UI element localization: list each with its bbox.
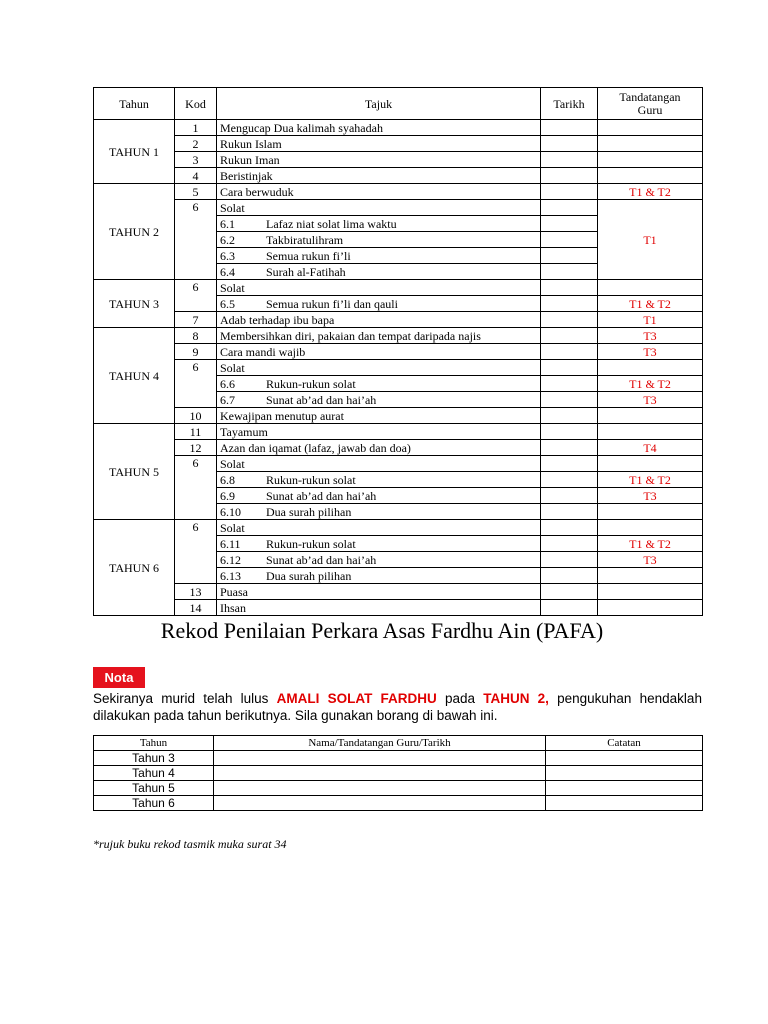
- kod-cell: 6: [175, 200, 217, 280]
- record-row: [94, 796, 703, 811]
- footnote: *rujuk buku rekod tasmik muka surat 34: [93, 837, 287, 851]
- sub-topic-cell: [217, 232, 541, 248]
- sub-topic-cell: [217, 392, 541, 408]
- topic-cell: [217, 200, 541, 216]
- topic-text: Surah al-Fatihah: [266, 264, 346, 279]
- pafa-table: [93, 87, 703, 616]
- topic-text: Rukun-rukun solat: [266, 536, 356, 551]
- table-row: [94, 152, 703, 168]
- sub-topic-cell: [217, 216, 541, 232]
- note-text-1: Sekiranya murid telah lulus: [93, 691, 277, 706]
- tarikh-cell: [541, 296, 598, 312]
- topic-cell: [217, 168, 541, 184]
- table-row: [94, 520, 703, 536]
- topic-text: Semua rukun fi’li: [266, 248, 351, 263]
- tarikh-cell: [541, 568, 598, 584]
- tarikh-cell: [541, 504, 598, 520]
- tarikh-cell: [541, 520, 598, 536]
- kod-cell: 10: [175, 408, 217, 424]
- topic-text: Dua surah pilihan: [266, 504, 352, 519]
- kod-cell: 13: [175, 584, 217, 600]
- tandatangan-cell: T1 & T2: [598, 296, 703, 312]
- col-header-tandatangan: Tandatangan Guru: [598, 88, 703, 120]
- tandatangan-cell: T3: [598, 344, 703, 360]
- topic-text: Lafaz niat solat lima waktu: [266, 216, 397, 231]
- topic-cell: [217, 440, 541, 456]
- tandatangan-cell: [598, 584, 703, 600]
- table-row: [94, 120, 703, 136]
- kod-cell: 4: [175, 168, 217, 184]
- topic-text: Azan dan iqamat (lafaz, jawab dan doa): [220, 440, 411, 455]
- note-text-3: pengukuhan hendaklah dilakukan pada tahun berikutnya. Sila gunakan borang di bawah ini.: [93, 691, 702, 723]
- kod-cell: 6: [175, 360, 217, 408]
- topic-cell: [217, 424, 541, 440]
- table-header-row: [94, 88, 703, 120]
- record-year-cell: Tahun 5: [94, 781, 214, 796]
- sub-code: 6.7: [220, 392, 235, 407]
- tandatangan-cell: T3: [598, 392, 703, 408]
- col-header-tarikh: Tarikh: [541, 88, 598, 120]
- topic-text: Takbiratulihram: [266, 232, 344, 247]
- kod-cell: 6: [175, 280, 217, 312]
- table-row: [94, 200, 703, 216]
- kod-cell: 1: [175, 120, 217, 136]
- topic-text: Solat: [220, 520, 245, 535]
- sub-code: 6.3: [220, 248, 235, 263]
- table-row: [94, 424, 703, 440]
- tarikh-cell: [541, 168, 598, 184]
- record-catatan-cell[interactable]: [546, 796, 703, 811]
- kod-cell: 12: [175, 440, 217, 456]
- topic-cell: [217, 408, 541, 424]
- table-row: [94, 344, 703, 360]
- record-catatan-cell[interactable]: [546, 781, 703, 796]
- tandatangan-cell: T3: [598, 328, 703, 344]
- tarikh-cell: [541, 120, 598, 136]
- topic-cell: [217, 280, 541, 296]
- topic-text: Beristinjak: [220, 168, 273, 183]
- topic-text: Dua surah pilihan: [266, 568, 352, 583]
- sub-code: 6.13: [220, 568, 241, 583]
- col-header-kod: Kod: [175, 88, 217, 120]
- record-header-row: [94, 736, 703, 751]
- tandatangan-cell: T3: [598, 488, 703, 504]
- table-row: [94, 408, 703, 424]
- topic-text: Cara berwuduk: [220, 184, 294, 199]
- topic-text: Puasa: [220, 584, 248, 599]
- tandatangan-cell: [598, 120, 703, 136]
- kod-cell: 3: [175, 152, 217, 168]
- record-catatan-cell[interactable]: [546, 751, 703, 766]
- record-row: [94, 751, 703, 766]
- sub-topic-cell: [217, 264, 541, 280]
- topic-text: Solat: [220, 360, 245, 375]
- sub-code: 6.4: [220, 264, 235, 279]
- year-cell: TAHUN 3: [94, 280, 175, 328]
- kod-cell: 14: [175, 600, 217, 616]
- topic-text: Sunat ab’ad dan hai’ah: [266, 392, 377, 407]
- sub-topic-cell: [217, 568, 541, 584]
- tarikh-cell: [541, 392, 598, 408]
- col-header-tajuk: Tajuk: [217, 88, 541, 120]
- topic-text: Tayamum: [220, 424, 268, 439]
- record-year-cell: Tahun 4: [94, 766, 214, 781]
- year-cell: TAHUN 2: [94, 184, 175, 280]
- note-paragraph: [93, 690, 702, 724]
- kod-cell: 7: [175, 312, 217, 328]
- record-header-tahun: Tahun: [94, 736, 214, 751]
- topic-text: Solat: [220, 280, 245, 295]
- nota-badge: Nota: [93, 667, 145, 688]
- topic-cell: [217, 584, 541, 600]
- record-table: [93, 735, 703, 811]
- sub-topic-cell: [217, 536, 541, 552]
- topic-cell: [217, 184, 541, 200]
- topic-cell: [217, 328, 541, 344]
- tarikh-cell: [541, 280, 598, 296]
- note-text-2: pada: [436, 691, 484, 706]
- table-row: [94, 440, 703, 456]
- kod-cell: 2: [175, 136, 217, 152]
- year-cell: TAHUN 5: [94, 424, 175, 520]
- topic-cell: [217, 312, 541, 328]
- tarikh-cell: [541, 360, 598, 376]
- tandatangan-cell: [598, 520, 703, 536]
- tandatangan-cell: T1 & T2: [598, 536, 703, 552]
- tarikh-cell: [541, 424, 598, 440]
- tarikh-cell: [541, 440, 598, 456]
- topic-cell: [217, 520, 541, 536]
- kod-cell: 6: [175, 520, 217, 584]
- year-cell: TAHUN 6: [94, 520, 175, 616]
- sub-code: 6.8: [220, 472, 235, 487]
- tarikh-cell: [541, 472, 598, 488]
- kod-cell: 8: [175, 328, 217, 344]
- sub-code: 6.12: [220, 552, 241, 567]
- tandatangan-cell: [598, 152, 703, 168]
- tandatangan-cell: [598, 280, 703, 296]
- tarikh-cell: [541, 328, 598, 344]
- sub-topic-cell: [217, 472, 541, 488]
- tarikh-cell: [541, 136, 598, 152]
- note-emphasis-tahun: TAHUN 2,: [483, 691, 549, 706]
- year-cell: TAHUN 4: [94, 328, 175, 424]
- record-nama-cell[interactable]: [214, 766, 546, 781]
- record-header-nama: Nama/Tandatangan Guru/Tarikh: [214, 736, 546, 751]
- record-nama-cell[interactable]: [214, 781, 546, 796]
- tarikh-cell: [541, 232, 598, 248]
- col-header-tahun: Tahun: [94, 88, 175, 120]
- sub-code: 6.6: [220, 376, 235, 391]
- tarikh-cell: [541, 536, 598, 552]
- topic-text: Cara mandi wajib: [220, 344, 306, 359]
- record-header-catatan: Catatan: [546, 736, 703, 751]
- table-row: [94, 280, 703, 296]
- tarikh-cell: [541, 344, 598, 360]
- tandatangan-cell: T1 & T2: [598, 376, 703, 392]
- kod-cell: 5: [175, 184, 217, 200]
- topic-text: Rukun Iman: [220, 152, 280, 167]
- kod-cell: 6: [175, 456, 217, 520]
- table-row: [94, 456, 703, 472]
- record-row: [94, 766, 703, 781]
- tandatangan-cell: T1: [598, 200, 703, 280]
- kod-cell: 9: [175, 344, 217, 360]
- topic-cell: [217, 344, 541, 360]
- sub-code: 6.11: [220, 536, 241, 551]
- tandatangan-cell: [598, 456, 703, 472]
- topic-text: Solat: [220, 456, 245, 471]
- topic-cell: [217, 456, 541, 472]
- tandatangan-cell: [598, 568, 703, 584]
- sub-code: 6.10: [220, 504, 241, 519]
- sub-topic-cell: [217, 552, 541, 568]
- record-nama-cell[interactable]: [214, 796, 546, 811]
- topic-text: Rukun Islam: [220, 136, 282, 151]
- record-nama-cell[interactable]: [214, 751, 546, 766]
- tarikh-cell: [541, 312, 598, 328]
- table-row: [94, 360, 703, 376]
- sub-code: 6.2: [220, 232, 235, 247]
- topic-text: Adab terhadap ibu bapa: [220, 312, 335, 327]
- tarikh-cell: [541, 376, 598, 392]
- table-row: [94, 168, 703, 184]
- record-year-cell: Tahun 3: [94, 751, 214, 766]
- topic-text: Semua rukun fi’li dan qauli: [266, 296, 398, 311]
- tandatangan-cell: T1: [598, 312, 703, 328]
- tarikh-cell: [541, 152, 598, 168]
- topic-cell: [217, 136, 541, 152]
- table-row: [94, 136, 703, 152]
- sub-topic-cell: [217, 504, 541, 520]
- record-row: [94, 781, 703, 796]
- topic-text: Membersihkan diri, pakaian dan tempat daripada najis: [220, 328, 481, 343]
- tarikh-cell: [541, 584, 598, 600]
- table-row: [94, 184, 703, 200]
- tandatangan-cell: T4: [598, 440, 703, 456]
- record-catatan-cell[interactable]: [546, 766, 703, 781]
- tandatangan-cell: T1 & T2: [598, 472, 703, 488]
- page-title: Rekod Penilaian Perkara Asas Fardhu Ain (PAFA): [160, 618, 604, 643]
- sub-topic-cell: [217, 376, 541, 392]
- topic-text: Ihsan: [220, 600, 246, 615]
- tarikh-cell: [541, 488, 598, 504]
- sub-code: 6.5: [220, 296, 235, 311]
- tarikh-cell: [541, 184, 598, 200]
- tandatangan-cell: [598, 360, 703, 376]
- tarikh-cell: [541, 264, 598, 280]
- tarikh-cell: [541, 200, 598, 216]
- topic-text: Solat: [220, 200, 245, 215]
- sub-code: 6.1: [220, 216, 235, 231]
- sub-topic-cell: [217, 296, 541, 312]
- tarikh-cell: [541, 408, 598, 424]
- sub-topic-cell: [217, 488, 541, 504]
- tarikh-cell: [541, 456, 598, 472]
- year-cell: TAHUN 1: [94, 120, 175, 184]
- topic-cell: [217, 152, 541, 168]
- topic-text: Sunat ab’ad dan hai’ah: [266, 488, 377, 503]
- table-row: [94, 312, 703, 328]
- record-year-cell: Tahun 6: [94, 796, 214, 811]
- topic-text: Rukun-rukun solat: [266, 376, 356, 391]
- tandatangan-cell: [598, 424, 703, 440]
- kod-cell: 11: [175, 424, 217, 440]
- table-row: [94, 584, 703, 600]
- topic-text: Mengucap Dua kalimah syahadah: [220, 120, 383, 135]
- tandatangan-cell: T1 & T2: [598, 184, 703, 200]
- topic-cell: [217, 360, 541, 376]
- tandatangan-cell: T3: [598, 552, 703, 568]
- note-emphasis-amali: AMALI SOLAT FARDHU: [276, 691, 437, 706]
- tarikh-cell: [541, 216, 598, 232]
- table-row: [94, 328, 703, 344]
- topic-text: Rukun-rukun solat: [266, 472, 356, 487]
- topic-cell: [217, 120, 541, 136]
- tandatangan-cell: [598, 408, 703, 424]
- topic-text: Kewajipan menutup aurat: [220, 408, 344, 423]
- tarikh-cell: [541, 248, 598, 264]
- topic-text: Sunat ab’ad dan hai’ah: [266, 552, 377, 567]
- tandatangan-cell: [598, 504, 703, 520]
- sub-topic-cell: [217, 248, 541, 264]
- tarikh-cell: [541, 552, 598, 568]
- tandatangan-cell: [598, 168, 703, 184]
- sub-code: 6.9: [220, 488, 235, 503]
- tandatangan-cell: [598, 136, 703, 152]
